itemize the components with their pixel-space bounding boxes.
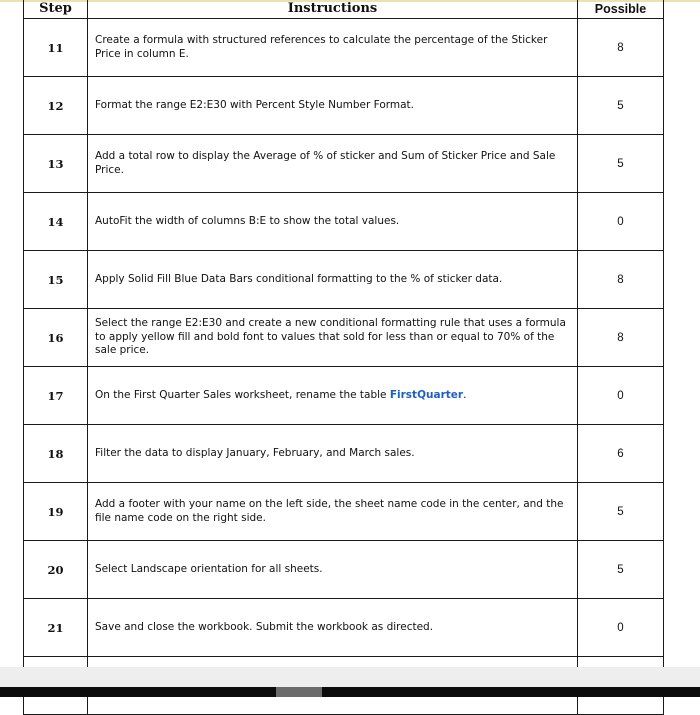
horizontal-scrollbar[interactable] <box>0 687 700 697</box>
step-number: 13 <box>24 135 88 193</box>
points-value: 5 <box>578 541 664 599</box>
table-row <box>24 193 664 251</box>
points-value: 5 <box>578 135 664 193</box>
step-number: 14 <box>24 193 88 251</box>
table-row <box>24 483 664 541</box>
step-number: 15 <box>24 251 88 309</box>
table-row <box>24 77 664 135</box>
table-row <box>24 251 664 309</box>
scrollbar-thumb[interactable] <box>276 687 322 697</box>
instruction-text-part: On the First Quarter Sales worksheet, rename the table <box>95 388 390 401</box>
instruction-text: Apply Solid Fill Blue Data Bars conditional formatting to the % of sticker data. <box>88 251 578 309</box>
points-value: 0 <box>578 599 664 657</box>
points-value: 8 <box>578 309 664 367</box>
step-number: 16 <box>24 309 88 367</box>
instruction-text: Format the range E2:E30 with Percent Style Number Format. <box>88 77 578 135</box>
step-number: 18 <box>24 425 88 483</box>
points-value: 5 <box>578 77 664 135</box>
step-number: 11 <box>24 19 88 77</box>
table-row <box>24 541 664 599</box>
points-value: 0 <box>578 367 664 425</box>
points-value: 8 <box>578 19 664 77</box>
table-header-row <box>24 0 664 19</box>
page-bottom-strip <box>0 667 700 687</box>
instruction-text-end: . <box>463 388 467 401</box>
step-number: 21 <box>24 599 88 657</box>
table-row <box>24 367 664 425</box>
step-number: 20 <box>24 541 88 599</box>
table-name-highlight: FirstQuarter <box>389 388 464 401</box>
instruction-text: Add a footer with your name on the left side, the sheet name code in the center, and the file name code on the right side. <box>88 483 578 541</box>
step-number: 17 <box>24 367 88 425</box>
instruction-text: Save and close the workbook. Submit the workbook as directed. <box>88 599 578 657</box>
points-value: 8 <box>578 251 664 309</box>
points-value: 5 <box>578 483 664 541</box>
points-value: 0 <box>578 193 664 251</box>
header-step: Step <box>24 0 88 19</box>
instruction-text: Filter the data to display January, February, and March sales. <box>88 425 578 483</box>
points-value: 6 <box>578 425 664 483</box>
table-row <box>24 19 664 77</box>
table-row <box>24 135 664 193</box>
instruction-text: AutoFit the width of columns B:E to show the total values. <box>88 193 578 251</box>
instruction-text: Add a total row to display the Average of % of sticker and Sum of Sticker Price and Sale Price. <box>88 135 578 193</box>
instruction-text: Select the range E2:E30 and create a new conditional formatting rule that uses a formula to apply yellow fill and bold font to values that sold for less than or equal to 70% of the sale price. <box>88 309 578 367</box>
table-row <box>24 309 664 367</box>
table-row <box>24 599 664 657</box>
instruction-text <box>88 367 578 425</box>
header-points-possible: Possible <box>578 0 664 19</box>
step-number: 19 <box>24 483 88 541</box>
instruction-text: Create a formula with structured references to calculate the percentage of the Sticker Price in column E. <box>88 19 578 77</box>
instruction-text: Select Landscape orientation for all sheets. <box>88 541 578 599</box>
step-number: 12 <box>24 77 88 135</box>
instructions-table <box>23 0 664 715</box>
table-row <box>24 425 664 483</box>
header-instructions: Instructions <box>88 0 578 19</box>
